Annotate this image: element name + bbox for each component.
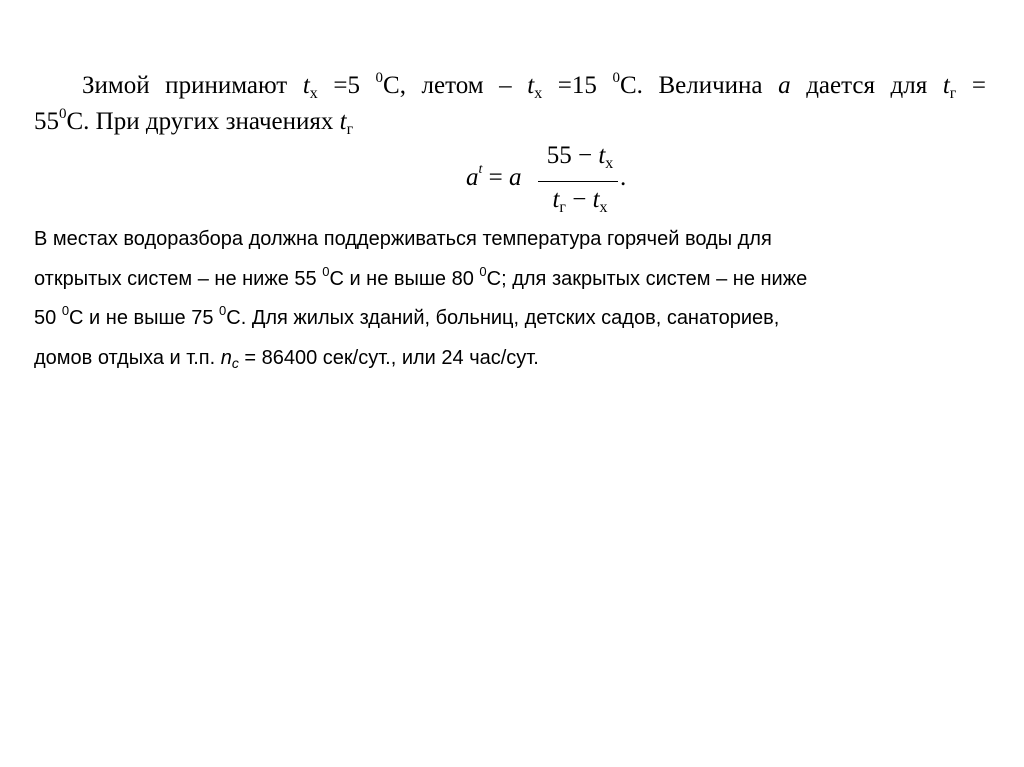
text: С и не выше 80 [329,267,480,290]
degree-sup: 0 [322,263,330,279]
text: =5 [317,72,376,99]
formula-lhs [466,164,522,192]
var-n: n [220,346,232,369]
text: Зимой принимают [82,72,303,99]
text: 55 [34,108,59,135]
text: С и не выше 75 [69,307,220,329]
text: открытых систем – не ниже 55 [34,267,323,290]
text: С. Для жилых зданий, больниц, детских садов, санаториев, [226,307,780,329]
paragraph1-line1 [34,68,986,104]
paragraph1-line2 [34,104,986,140]
var-t: t [527,72,535,99]
fraction-bar [538,181,618,182]
var-t: t [598,142,606,169]
paragraph2-line3 [34,299,994,339]
text: = [956,72,987,99]
var-a: a [466,164,479,191]
minus-sign: − [565,186,593,213]
sub-g: г [346,121,354,138]
degree-sup: 0 [479,263,487,279]
paragraph2-line4 [34,339,994,379]
sub-x: х [599,199,608,216]
numerator [538,142,622,170]
text: С. При других значениях [66,108,340,135]
text: дается для [790,72,943,99]
var-a: a [509,164,522,191]
degree-sup: 0 [61,303,70,318]
var-t: t [302,72,310,99]
var-t: t [942,72,950,99]
text: С; для закрытых систем – не ниже [486,267,808,290]
equals-sign: = [482,164,509,191]
text: С. Величина [619,72,779,99]
sub-c: c [231,354,239,371]
text: = 86400 сек/сут., или 24 час/сут. [238,346,539,369]
degree-sup: 0 [375,70,384,86]
text: домов отдыха и т.п. [34,346,221,369]
text: 55 − [546,142,599,169]
sub-x: х [309,85,318,102]
paragraph2-line2 [34,260,994,300]
text: С, летом – [383,72,528,99]
paragraph2-line1: В местах водоразбора должна поддерживаться температура горячей воды для [34,228,772,250]
text: =15 [542,72,613,99]
formula-a-t [466,142,686,218]
degree-sup: 0 [612,70,620,86]
degree-sup: 0 [59,106,67,122]
sub-g: г [559,199,566,216]
text: 50 [34,307,62,329]
sub-g: г [949,85,957,102]
var-t: t [339,108,347,135]
var-a: a [778,72,791,99]
denominator [538,186,622,214]
paragraph-hot-water-temperature [34,220,994,378]
sub-x: х [605,155,614,172]
var-t: t [552,186,560,213]
formula-period: . [620,164,627,191]
paragraph-temperature-values [34,68,986,140]
var-t: t [592,186,600,213]
degree-sup: 0 [219,303,227,318]
sub-x: х [534,85,543,102]
sup-t: t [478,162,483,177]
